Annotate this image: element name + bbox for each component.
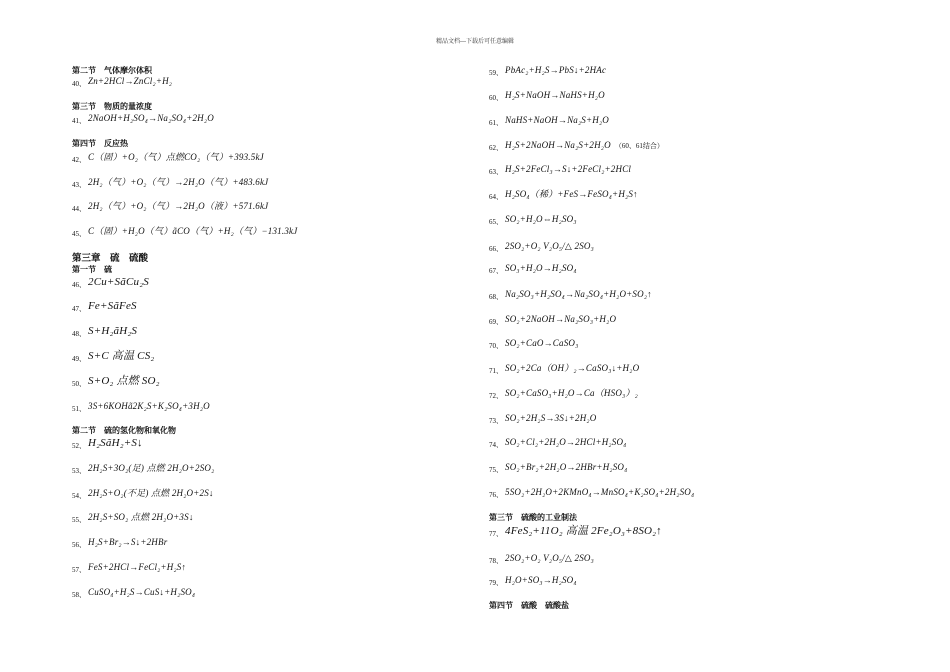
equation-number: 74、 — [489, 441, 503, 449]
equation-number: 53、 — [72, 467, 86, 475]
equation-text: 3S+6KOHã2K₂S+K₂SO₄+3H₂O — [88, 401, 210, 411]
equation-text: 2SO₂+O₂ V₂O₅/△ 2SO₃ — [505, 241, 594, 251]
equation-69 — [489, 313, 616, 328]
equation-text: 5SO₂+2H₂O+2KMnO₄→MnSO₄+K₂SO₄+2H₂SO₄ — [505, 487, 695, 497]
equation-number: 69、 — [489, 318, 503, 326]
equation-number: 43、 — [72, 181, 86, 189]
equation-42 — [72, 151, 264, 166]
equation-number: 60、 — [489, 94, 503, 102]
equation-text: S+O₂ 点燃 SO₂ — [88, 375, 160, 387]
equation-71 — [489, 362, 639, 377]
equation-text: H₂SãH₂+S↓ — [88, 437, 143, 449]
equation-number: 48、 — [72, 330, 86, 338]
equation-number: 72、 — [489, 392, 503, 400]
equation-text: H₂S+Br₂→S↓+2HBr — [88, 537, 168, 547]
section-gas-volume: 第二节 气体摩尔体积 — [72, 66, 152, 75]
equation-52 — [72, 437, 143, 452]
equation-text: H₂S+NaOH→NaHS+H₂O — [505, 90, 605, 100]
equation-number: 55、 — [72, 516, 86, 524]
equation-text: H₂SO₄（稀）+FeS→FeSO₄+H₂S↑ — [505, 189, 638, 199]
equation-63 — [489, 163, 631, 178]
equation-number: 73、 — [489, 417, 503, 425]
equation-text: 2H₂S+O₂(不足) 点燃 2H₂O+2S↓ — [88, 488, 214, 498]
equation-73 — [489, 412, 596, 427]
equation-59 — [489, 64, 606, 79]
equation-number: 67、 — [489, 267, 503, 275]
equation-76 — [489, 486, 694, 501]
equation-47 — [72, 300, 137, 315]
equation-number: 66、 — [489, 245, 503, 253]
equation-53 — [72, 462, 214, 477]
equation-78 — [489, 552, 594, 567]
equation-text: SO₂+2NaOH→Na₂SO₃+H₂O — [505, 314, 617, 324]
equation-text: SO₂+Br₂+2H₂O→2HBr+H₂SO₄ — [505, 462, 628, 472]
equation-number: 54、 — [72, 492, 86, 500]
equation-49 — [72, 350, 154, 365]
equation-number: 78、 — [489, 557, 503, 565]
equation-text: SO₂+H₂O⇔H₂SO₃ — [505, 214, 577, 224]
equation-77 — [489, 525, 662, 540]
equation-48 — [72, 325, 137, 340]
equation-number: 58、 — [72, 591, 86, 599]
equation-44 — [72, 200, 268, 215]
equation-41 — [72, 112, 214, 127]
equation-number: 56、 — [72, 541, 86, 549]
equation-number: 76、 — [489, 491, 503, 499]
section-concentration: 第三节 物质的量浓度 — [72, 102, 152, 111]
equation-number: 46、 — [72, 281, 86, 289]
equation-60 — [489, 89, 605, 104]
equation-number: 42、 — [72, 156, 86, 164]
equation-61 — [489, 114, 609, 129]
equation-text: C（固）+H₂O（气）ãCO（气）+H₂（气）−131.3kJ — [88, 226, 298, 236]
equation-text: Na₂SO₃+H₂SO₄→Na₂SO₄+H₂O+SO₂↑ — [505, 289, 652, 299]
equation-text: H₂S+2FeCl₃→S↓+2FeCl₂+2HCl — [505, 164, 632, 174]
equation-text: 2H₂（气）+O₂（气）→2H₂O（气）+483.6kJ — [88, 177, 269, 187]
equation-text: FeS+2HCl→FeCl₂+H₂S↑ — [88, 562, 187, 572]
equation-text: S+H₂ãH₂S — [88, 325, 138, 337]
equation-text: 2H₂S+SO₂ 点燃 2H₂O+3S↓ — [88, 512, 194, 522]
equation-text: H₂S+2NaOH→Na₂S+2H₂O — [505, 140, 611, 150]
equation-number: 62、 — [489, 144, 503, 152]
equation-number: 70、 — [489, 342, 503, 350]
equation-text: PbAc₂+H₂S→PbS↓+2HAc — [505, 65, 607, 75]
equation-text: 4FeS₂+11O₂ 高温 2Fe₂O₃+8SO₂↑ — [505, 525, 662, 537]
equation-note: （60、61结合） — [614, 142, 664, 150]
equation-67 — [489, 262, 577, 277]
equation-number: 45、 — [72, 230, 86, 238]
equation-number: 63、 — [489, 168, 503, 176]
equation-text: 2H₂（气）+O₂（气）→2H₂O（液）+571.6kJ — [88, 201, 269, 211]
equation-43 — [72, 176, 268, 191]
equation-66 — [489, 240, 594, 255]
equation-number: 50、 — [72, 380, 86, 388]
equation-58 — [72, 586, 195, 601]
equation-68 — [489, 288, 652, 303]
equation-79 — [489, 574, 577, 589]
equation-55 — [72, 511, 194, 526]
chapter-title: 第三章 硫 硫酸 — [72, 254, 149, 264]
equation-56 — [72, 536, 167, 551]
equation-number: 79、 — [489, 579, 503, 587]
equation-text: C（固）+O₂（气）点燃CO₂（气）+393.5kJ — [88, 152, 264, 162]
equation-54 — [72, 487, 214, 502]
equation-40 — [72, 75, 172, 90]
equation-text: Zn+2HCl→ZnCl₂+H₂ — [88, 76, 173, 86]
equation-number: 52、 — [72, 442, 86, 450]
section-hydride-oxide: 第二节 硫的氢化物和氧化物 — [72, 426, 176, 435]
equation-text: SO₂+Cl₂+2H₂O→2HCl+H₂SO₄ — [505, 437, 627, 447]
section-sulfur: 第一节 硫 — [72, 265, 112, 274]
equation-number: 77、 — [489, 530, 503, 538]
section-reaction-heat: 第四节 反应热 — [72, 139, 128, 148]
equation-text: SO₂+CaO→CaSO₃ — [505, 338, 579, 348]
section-sulfuric-industry: 第三节 硫酸的工业制法 — [489, 513, 577, 522]
equation-72 — [489, 387, 638, 402]
equation-number: 57、 — [72, 566, 86, 574]
equation-50 — [72, 375, 160, 390]
equation-74 — [489, 436, 626, 451]
equation-text: 2SO₂+O₂ V₂O₅/△ 2SO₃ — [505, 553, 594, 563]
equation-number: 47、 — [72, 305, 86, 313]
equation-number: 44、 — [72, 205, 86, 213]
equation-text: CuSO₄+H₂S→CuS↓+H₂SO₄ — [88, 587, 196, 597]
equation-number: 68、 — [489, 293, 503, 301]
equation-64 — [489, 188, 638, 203]
equation-65 — [489, 213, 577, 228]
equation-text: SO₃+H₂O→H₂SO₄ — [505, 263, 577, 273]
equation-number: 51、 — [72, 405, 86, 413]
page-header: 精品文档---下载后可任意编辑 — [436, 39, 514, 45]
equation-number: 61、 — [489, 119, 503, 127]
equation-text: SO₂+2Ca（OH）₂→CaSO₃↓+H₂O — [505, 363, 640, 373]
equation-57 — [72, 561, 186, 576]
equation-62 — [489, 139, 664, 154]
equation-46 — [72, 276, 149, 291]
equation-text: H₂O+SO₃→H₂SO₄ — [505, 575, 577, 585]
equation-51 — [72, 400, 210, 415]
equation-text: NaHS+NaOH→Na₂S+H₂O — [505, 115, 610, 125]
equation-70 — [489, 337, 578, 352]
equation-number: 64、 — [489, 193, 503, 201]
equation-number: 59、 — [489, 69, 503, 77]
equation-number: 49、 — [72, 355, 86, 363]
equation-number: 41、 — [72, 117, 86, 125]
equation-number: 75、 — [489, 466, 503, 474]
equation-text: SO₂+CaSO₃+H₂O→Ca（HSO₃）₂ — [505, 388, 638, 398]
equation-75 — [489, 461, 627, 476]
equation-number: 65、 — [489, 218, 503, 226]
equation-45 — [72, 225, 297, 240]
equation-text: S+C 高温 CS₂ — [88, 350, 155, 362]
equation-text: 2Cu+SãCu₂S — [88, 276, 149, 288]
equation-text: 2NaOH+H₂SO₄→Na₂SO₄+2H₂O — [88, 113, 214, 123]
equation-number: 71、 — [489, 367, 503, 375]
section-sulfuric-salt: 第四节 硫酸 硫酸盐 — [489, 601, 569, 610]
equation-number: 40、 — [72, 80, 86, 88]
equation-text: SO₂+2H₂S→3S↓+2H₂O — [505, 413, 597, 423]
equation-text: Fe+SãFeS — [88, 300, 137, 312]
equation-text: 2H₂S+3O₂(足) 点燃 2H₂O+2SO₂ — [88, 463, 215, 473]
